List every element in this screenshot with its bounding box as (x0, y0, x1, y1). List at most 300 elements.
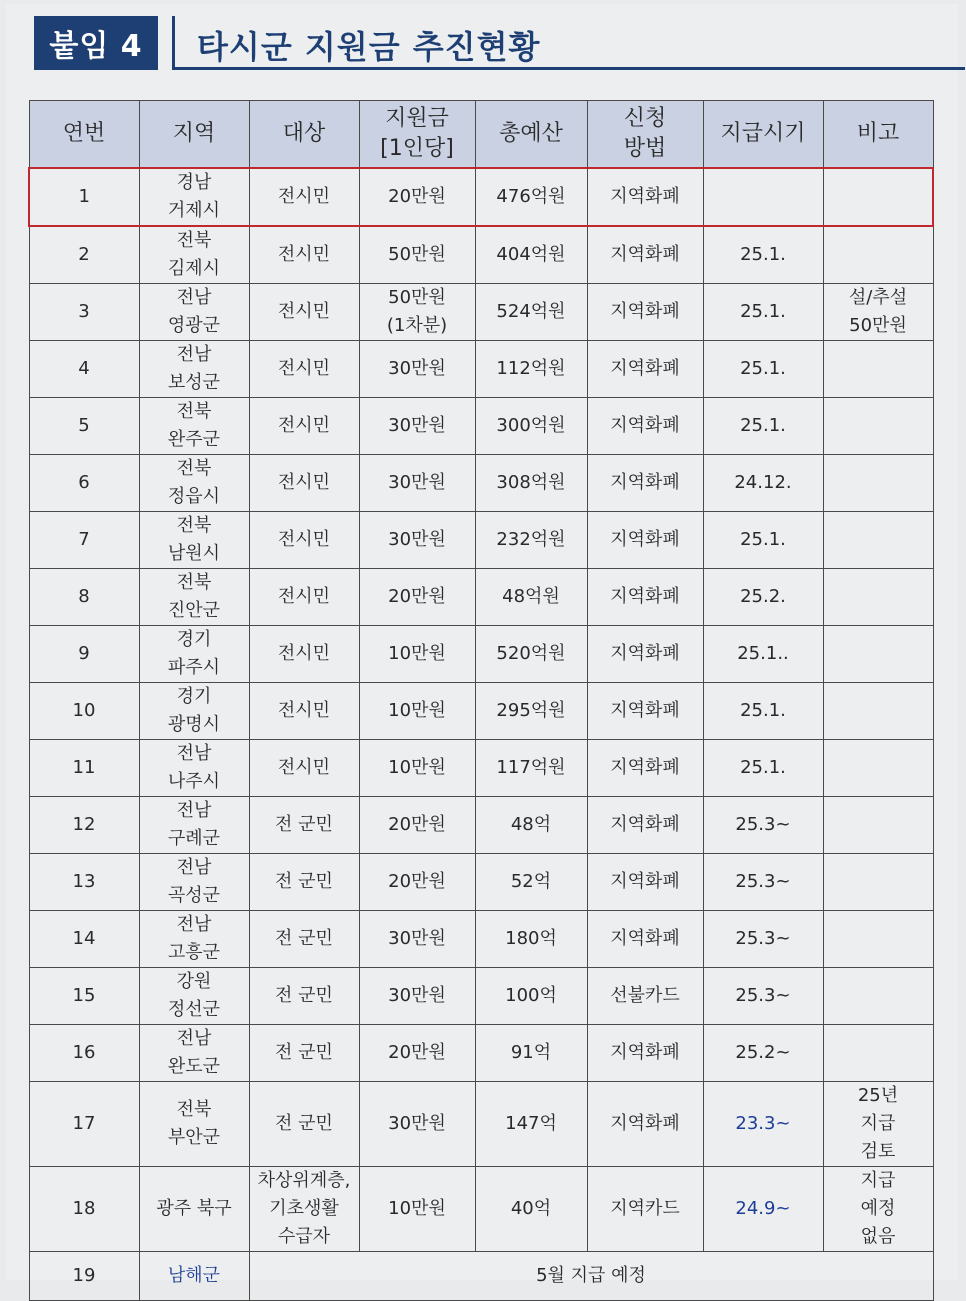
cell-amount (359, 341, 475, 398)
cell-budget-line: 476억원 (496, 186, 566, 207)
cell-budget (475, 854, 587, 911)
cell-amount-line: 30만원 (388, 472, 446, 493)
cell-note (823, 740, 933, 797)
cell-region-line: 전남 (176, 344, 212, 365)
cell-method (587, 626, 703, 683)
cell-amount (359, 854, 475, 911)
cell-timing-line: 25.1. (740, 244, 786, 265)
cell-region (139, 341, 249, 398)
cell-amount-line: 30만원 (388, 928, 446, 949)
cell-timing (703, 226, 823, 284)
table-row (29, 968, 933, 1025)
cell-method-line: 지역화폐 (610, 186, 680, 207)
cell-no (29, 1167, 139, 1252)
cell-method-line: 지역화폐 (610, 1113, 680, 1134)
cell-note (823, 854, 933, 911)
cell-target (249, 398, 359, 455)
cell-region-line: 남원시 (167, 543, 221, 564)
cell-amount-line: 30만원 (388, 358, 446, 379)
table-row (29, 284, 933, 341)
cell-region-line: 완주군 (167, 429, 221, 450)
cell-no-line: 15 (72, 985, 96, 1006)
cell-note (823, 341, 933, 398)
cell-region-line: 전북 (176, 401, 212, 422)
cell-method-line: 지역화폐 (610, 928, 680, 949)
cell-timing-line: 25.1.. (737, 643, 789, 664)
cell-region-line: 경남 (176, 172, 212, 193)
cell-region-line: 부안군 (167, 1127, 221, 1148)
cell-region-line: 구례군 (167, 828, 221, 849)
cell-target-line: 전 군민 (275, 1042, 333, 1063)
cell-method (587, 854, 703, 911)
cell-no-line: 4 (78, 358, 90, 379)
cell-no (29, 512, 139, 569)
cell-no (29, 1082, 139, 1167)
cell-budget-line: 48억 (510, 814, 552, 835)
cell-timing (703, 683, 823, 740)
cell-region (139, 569, 249, 626)
cell-budget-line: 100억 (505, 985, 557, 1006)
cell-method (587, 797, 703, 854)
cell-no-line: 7 (78, 529, 90, 550)
cell-no (29, 911, 139, 968)
cell-amount-line: (1차분) (386, 315, 448, 336)
cell-method-line: 지역카드 (610, 1198, 680, 1219)
cell-timing-line: 25.1. (740, 358, 786, 379)
cell-region-line: 전남 (176, 743, 212, 764)
cell-target-line: 전시민 (277, 529, 331, 550)
cell-region-line: 전남 (176, 857, 212, 878)
col-header-no: 연번 (29, 101, 139, 169)
cell-region-line: 전북 (176, 458, 212, 479)
cell-timing (703, 911, 823, 968)
table-row (29, 512, 933, 569)
cell-region-line: 강원 (176, 971, 212, 992)
cell-note (823, 797, 933, 854)
cell-budget (475, 911, 587, 968)
cell-note (823, 512, 933, 569)
table-row (29, 168, 933, 226)
cell-timing (703, 1082, 823, 1167)
cell-region-line: 거제시 (167, 200, 221, 221)
cell-region-line: 전북 (176, 572, 212, 593)
cell-budget-line: 308억원 (496, 472, 566, 493)
col-header-budget: 총예산 (475, 101, 587, 169)
cell-note (823, 1167, 933, 1252)
cell-budget (475, 1025, 587, 1082)
cell-no-line: 8 (78, 586, 90, 607)
cell-no (29, 1025, 139, 1082)
table-row (29, 740, 933, 797)
cell-timing (703, 797, 823, 854)
cell-budget-line: 232억원 (496, 529, 566, 550)
title-underline (175, 67, 965, 70)
cell-no-line: 11 (72, 757, 96, 778)
cell-target-line: 전시민 (277, 757, 331, 778)
cell-timing (703, 740, 823, 797)
table-body (29, 168, 933, 1301)
cell-no-line: 5 (78, 415, 90, 436)
cell-region-line: 전북 (176, 515, 212, 536)
cell-target-line: 전 군민 (275, 985, 333, 1006)
cell-budget (475, 226, 587, 284)
cell-budget-line: 180억 (505, 928, 557, 949)
table-row (29, 1167, 933, 1252)
cell-target (249, 569, 359, 626)
cell-region-line: 전북 (176, 230, 212, 251)
cell-region (139, 168, 249, 226)
cell-note (823, 284, 933, 341)
cell-no (29, 854, 139, 911)
cell-budget (475, 626, 587, 683)
cell-timing-line: 25.1. (740, 757, 786, 778)
cell-budget (475, 284, 587, 341)
col-header-method-line2: 방법 (623, 136, 667, 161)
cell-timing-line: 25.3~ (735, 814, 791, 835)
cell-target-line: 전시민 (277, 301, 331, 322)
cell-no-line: 9 (78, 643, 90, 664)
cell-method (587, 226, 703, 284)
cell-amount-line: 30만원 (388, 1113, 446, 1134)
cell-amount-line: 20만원 (388, 1042, 446, 1063)
cell-amount (359, 968, 475, 1025)
cell-method-line: 지역화폐 (610, 814, 680, 835)
cell-amount-line: 10만원 (388, 757, 446, 778)
cell-note-line: 50만원 (849, 315, 907, 336)
cell-amount-line: 20만원 (388, 871, 446, 892)
cell-method-line: 지역화폐 (610, 301, 680, 322)
cell-no-line: 10 (72, 700, 96, 721)
cell-budget (475, 1167, 587, 1252)
cell-timing-line: 25.1. (740, 301, 786, 322)
cell-no-line: 17 (72, 1113, 96, 1134)
cell-timing-line: 25.3~ (735, 985, 791, 1006)
cell-note-line: 지급 (860, 1113, 896, 1134)
cell-amount-line: 10만원 (388, 643, 446, 664)
cell-timing-line: 25.1. (740, 529, 786, 550)
cell-budget-line: 40억 (510, 1198, 552, 1219)
cell-note-line: 없음 (860, 1226, 896, 1247)
cell-note-line: 검토 (860, 1141, 896, 1162)
cell-region-line: 김제시 (167, 258, 221, 279)
header-row (29, 101, 933, 169)
cell-region-line: 전남 (176, 287, 212, 308)
cell-budget (475, 797, 587, 854)
cell-target-line: 전시민 (277, 700, 331, 721)
cell-target (249, 284, 359, 341)
cell-no (29, 626, 139, 683)
cell-timing-line: 25.1. (740, 415, 786, 436)
cell-amount (359, 911, 475, 968)
col-header-region: 지역 (139, 101, 249, 169)
attachment-badge: 붙임 4 (34, 16, 158, 70)
cell-note (823, 626, 933, 683)
cell-method (587, 341, 703, 398)
col-header-method (587, 101, 703, 169)
cell-timing (703, 284, 823, 341)
cell-note (823, 968, 933, 1025)
table-row (29, 398, 933, 455)
cell-note (823, 168, 933, 226)
cell-target (249, 226, 359, 284)
cell-region (139, 226, 249, 284)
cell-no (29, 455, 139, 512)
cell-budget (475, 968, 587, 1025)
cell-timing (703, 168, 823, 226)
cell-method (587, 1082, 703, 1167)
cell-timing (703, 854, 823, 911)
col-header-method-line1: 신청 (623, 106, 667, 131)
cell-method (587, 455, 703, 512)
cell-budget (475, 398, 587, 455)
cell-note-line: 설/추설 (848, 287, 908, 308)
cell-budget-line: 524억원 (496, 301, 566, 322)
support-status-table (28, 100, 934, 1301)
cell-method-line: 지역화폐 (610, 358, 680, 379)
cell-region-line: 광주 북구 (156, 1198, 232, 1219)
cell-amount-line: 50만원 (388, 244, 446, 265)
cell-timing-line: 25.3~ (735, 871, 791, 892)
cell-no: 19 (29, 1252, 139, 1301)
cell-amount-line: 20만원 (388, 814, 446, 835)
cell-amount (359, 284, 475, 341)
cell-method-line: 지역화폐 (610, 472, 680, 493)
table-row (29, 683, 933, 740)
cell-target (249, 512, 359, 569)
cell-region: 남해군 (139, 1252, 249, 1301)
cell-region-line: 경기 (176, 686, 212, 707)
cell-no-line: 3 (78, 301, 90, 322)
cell-amount (359, 626, 475, 683)
cell-no (29, 341, 139, 398)
cell-budget (475, 569, 587, 626)
cell-budget-line: 52억 (510, 871, 552, 892)
cell-amount (359, 226, 475, 284)
table-row (29, 797, 933, 854)
cell-method-line: 지역화폐 (610, 1042, 680, 1063)
cell-target (249, 740, 359, 797)
cell-amount (359, 740, 475, 797)
cell-no-line: 14 (72, 928, 96, 949)
cell-budget-line: 117억원 (496, 757, 566, 778)
cell-target (249, 168, 359, 226)
cell-target-line: 전시민 (277, 643, 331, 664)
cell-target (249, 1025, 359, 1082)
cell-region-line: 광명시 (167, 714, 221, 735)
cell-budget (475, 740, 587, 797)
cell-region (139, 512, 249, 569)
cell-no-line: 12 (72, 814, 96, 835)
cell-no (29, 226, 139, 284)
cell-region-line: 전북 (176, 1099, 212, 1120)
cell-timing (703, 626, 823, 683)
cell-target-line: 전 군민 (275, 1113, 333, 1134)
table-row (29, 854, 933, 911)
table-row-last (29, 1252, 933, 1301)
cell-amount (359, 683, 475, 740)
cell-budget-line: 112억원 (496, 358, 566, 379)
table-row (29, 911, 933, 968)
cell-budget (475, 512, 587, 569)
cell-no-line: 16 (72, 1042, 96, 1063)
cell-target-line: 전 군민 (275, 814, 333, 835)
cell-timing-line: 25.2. (740, 586, 786, 607)
cell-note (823, 455, 933, 512)
cell-no (29, 740, 139, 797)
cell-target-line: 전시민 (277, 415, 331, 436)
cell-timing (703, 398, 823, 455)
cell-method-line: 지역화폐 (610, 700, 680, 721)
cell-region (139, 740, 249, 797)
cell-budget-line: 48억원 (502, 586, 560, 607)
cell-target (249, 626, 359, 683)
cell-amount-line: 30만원 (388, 529, 446, 550)
table-row (29, 569, 933, 626)
cell-method-line: 지역화폐 (610, 871, 680, 892)
cell-no (29, 797, 139, 854)
cell-target (249, 797, 359, 854)
cell-budget-line: 300억원 (496, 415, 566, 436)
cell-amount (359, 168, 475, 226)
cell-region-line: 완도군 (167, 1056, 221, 1077)
cell-budget (475, 1082, 587, 1167)
col-header-timing: 지급시기 (703, 101, 823, 169)
cell-region (139, 1025, 249, 1082)
cell-region-line: 곡성군 (167, 885, 221, 906)
cell-method (587, 1025, 703, 1082)
cell-timing-line: 25.1. (740, 700, 786, 721)
cell-region (139, 797, 249, 854)
cell-method (587, 284, 703, 341)
cell-budget-line: 91억 (510, 1042, 552, 1063)
cell-budget-line: 295억원 (496, 700, 566, 721)
cell-merged-note: 5월 지급 예정 (249, 1252, 933, 1301)
col-header-note: 비고 (823, 101, 933, 169)
cell-amount (359, 512, 475, 569)
cell-target (249, 341, 359, 398)
table-row (29, 626, 933, 683)
cell-method-line: 지역화폐 (610, 415, 680, 436)
cell-budget (475, 341, 587, 398)
cell-region-line: 고흥군 (167, 942, 221, 963)
cell-target (249, 854, 359, 911)
cell-region-line: 정읍시 (167, 486, 221, 507)
cell-note (823, 683, 933, 740)
cell-note (823, 226, 933, 284)
cell-amount (359, 455, 475, 512)
cell-region-line: 영광군 (167, 315, 221, 336)
cell-budget (475, 168, 587, 226)
cell-region-line: 전남 (176, 914, 212, 935)
table-row (29, 455, 933, 512)
cell-amount-line: 10만원 (388, 1198, 446, 1219)
cell-timing-line: 24.9~ (735, 1198, 791, 1219)
cell-region-line: 경기 (176, 629, 212, 650)
cell-timing (703, 569, 823, 626)
cell-method-line: 선불카드 (610, 985, 680, 1006)
cell-method-line: 지역화폐 (610, 757, 680, 778)
cell-note-line: 25년 (857, 1085, 899, 1106)
cell-note (823, 569, 933, 626)
cell-region (139, 1082, 249, 1167)
cell-no (29, 168, 139, 226)
col-header-amount-line2: [1인당] (380, 136, 454, 161)
cell-method (587, 911, 703, 968)
cell-amount-line: 30만원 (388, 415, 446, 436)
cell-no-line: 18 (72, 1198, 96, 1219)
col-header-amount-line1: 지원금 (385, 106, 449, 131)
cell-method (587, 398, 703, 455)
table-row (29, 1082, 933, 1167)
cell-timing (703, 1167, 823, 1252)
cell-target-line: 기초생활 (269, 1198, 339, 1219)
cell-region-line: 보성군 (167, 372, 221, 393)
cell-region-line: 정선군 (167, 999, 221, 1020)
cell-target (249, 1082, 359, 1167)
cell-target (249, 911, 359, 968)
cell-budget (475, 455, 587, 512)
cell-budget (475, 683, 587, 740)
cell-method-line: 지역화폐 (610, 244, 680, 265)
cell-method (587, 740, 703, 797)
cell-no-line: 2 (78, 244, 90, 265)
cell-no (29, 569, 139, 626)
cell-timing (703, 1025, 823, 1082)
cell-amount (359, 398, 475, 455)
cell-note (823, 398, 933, 455)
cell-region (139, 911, 249, 968)
cell-timing (703, 968, 823, 1025)
cell-target-line: 차상위계층, (257, 1170, 351, 1191)
cell-region (139, 398, 249, 455)
cell-target (249, 455, 359, 512)
cell-no (29, 968, 139, 1025)
cell-region (139, 1167, 249, 1252)
cell-method (587, 1167, 703, 1252)
cell-amount-line: 20만원 (388, 186, 446, 207)
cell-method (587, 569, 703, 626)
cell-timing (703, 341, 823, 398)
cell-region-line: 나주시 (167, 771, 221, 792)
cell-region (139, 854, 249, 911)
cell-budget-line: 520억원 (496, 643, 566, 664)
cell-method (587, 683, 703, 740)
cell-amount-line: 10만원 (388, 700, 446, 721)
table-row (29, 341, 933, 398)
cell-region (139, 683, 249, 740)
cell-method (587, 168, 703, 226)
cell-region (139, 968, 249, 1025)
cell-region (139, 626, 249, 683)
cell-region-line: 전남 (176, 800, 212, 821)
cell-note (823, 1082, 933, 1167)
cell-note-line: 예정 (860, 1198, 896, 1219)
cell-target-line: 전시민 (277, 586, 331, 607)
table-row (29, 226, 933, 284)
cell-timing-line: 25.3~ (735, 928, 791, 949)
cell-region (139, 284, 249, 341)
cell-region (139, 455, 249, 512)
col-header-target: 대상 (249, 101, 359, 169)
cell-target-line: 전 군민 (275, 871, 333, 892)
cell-method-line: 지역화폐 (610, 643, 680, 664)
cell-target-line: 전시민 (277, 244, 331, 265)
cell-amount-line: 50만원 (388, 287, 446, 308)
table-row (29, 1025, 933, 1082)
cell-method-line: 지역화폐 (610, 586, 680, 607)
cell-no (29, 398, 139, 455)
page-title: 타시군 지원금 추진현황 (197, 28, 541, 66)
